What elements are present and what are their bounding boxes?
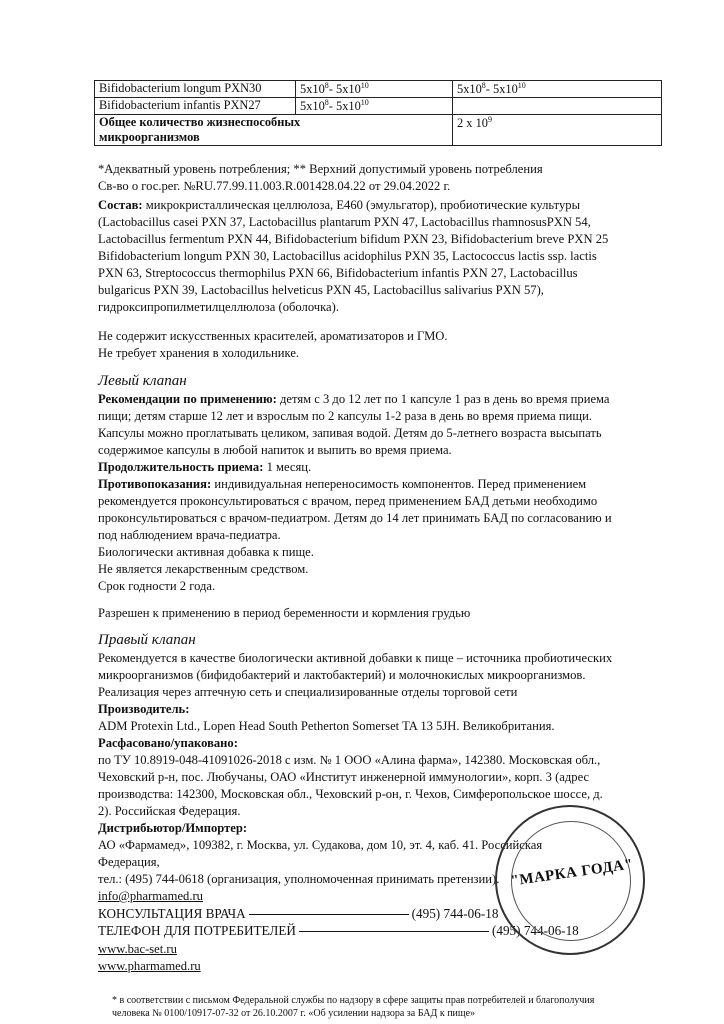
- distributor-line: АО «Фармамед», 109382, г. Москва, ул. Судакова, дом 10, эт. 4, каб. 41. Российская: [98, 838, 543, 852]
- email-link[interactable]: info@pharmamed.ru: [98, 889, 203, 903]
- recommendation-line: микроорганизмов (бифидобактерий и лактобактерий) и молочнокислых микроорганизмов.: [98, 668, 586, 682]
- composition-table: [94, 80, 662, 146]
- usage-line: пищи; детям старше 12 лет и взрослым по 2 капсулы 1-2 раза в день во время приема пищи.: [98, 409, 592, 423]
- distributor-line: Федерация,: [98, 855, 160, 869]
- distributor-label: Дистрибьютор/Импортер:: [98, 821, 248, 835]
- usage-line: Рекомендации по применению: детям с 3 до 12 лет по 1 капсуле 1 раз в день во время приема: [98, 392, 610, 406]
- table-row-total: [95, 115, 662, 146]
- consumption-note: *Адекватный уровень потребления; ** Верхний допустимый уровень потребления: [98, 162, 543, 176]
- contraindications-line: Противопоказания: индивидуальная непереносимость компонентов. Перед применением: [98, 477, 587, 491]
- consumer-phone-line: ТЕЛЕФОН ДЛЯ ПОТРЕБИТЕЛЕЙ (495) 744-06-18: [98, 923, 579, 938]
- packer-line: 2). Российская Федерация.: [98, 804, 241, 818]
- left-flap-heading: Левый клапан: [98, 373, 187, 389]
- strain-name: Bifidobacterium longum PXN30: [95, 81, 296, 98]
- contraindications-line: проконсультироваться с врачом-педиатром. Детям до 14 лет принимать БАД по согласованию и: [98, 511, 612, 525]
- right-flap-heading: Правый клапан: [98, 632, 196, 648]
- storage-note: Не требует хранения в холодильнике.: [98, 346, 300, 360]
- duration-line: Продолжительность приема: 1 месяц.: [98, 460, 312, 474]
- strain-name: Bifidobacterium infantis PXN27: [95, 98, 296, 115]
- table-row: [95, 98, 662, 115]
- dose-range-2: $5x10^8-$ $5x10^{10}$: [453, 81, 662, 98]
- manufacturer-label: Производитель:: [98, 702, 190, 716]
- shelf-life-note: Срок годности 2 года.: [98, 579, 216, 593]
- composition-line: гидроксипропилметилцеллюлоза (оболочка).: [98, 300, 339, 314]
- dose-range-2: [453, 98, 662, 115]
- distributor-line: тел.: (495) 744-0618 (организация, уполномоченная принимать претензии).: [98, 872, 500, 886]
- footnote-line: человека № 0100/10917-07-32 от 26.10.2007 г. «Об усилении надзора за БАД к пище»: [112, 1008, 476, 1019]
- contraindications-line: под наблюдением врача-педиатра.: [98, 528, 281, 542]
- dose-range-1: $5x10^8-$ $5x10^{10}$: [296, 98, 453, 115]
- recommendation-line: Реализация через аптечную сеть и специализированные отделы торговой сети: [98, 685, 518, 699]
- not-drug-note: Не является лекарственным средством.: [98, 562, 309, 576]
- no-additives-note: Не содержит искусственных красителей, ароматизаторов и ГМО.: [98, 329, 448, 343]
- table-row: [95, 81, 662, 98]
- usage-line: содержимое капсулы в любой напиток и выпить во время приема.: [98, 443, 452, 457]
- stamp-label: "МАРКА ГОДА": [509, 856, 635, 890]
- usage-line: Капсулы можно проглатывать целиком, запивая водой. Детям до 5-летнего возраста высыпать: [98, 426, 602, 440]
- composition-line: (Lactobacillus casei PXN 37, Lactobacillus plantarum PXN 47, Lactobacillus rhamnosusPXN 54,: [98, 215, 591, 229]
- website-link[interactable]: www.pharmamed.ru: [98, 959, 201, 973]
- packer-label: Расфасовано/упаковано:: [98, 736, 238, 750]
- footnote-line: * в соответствии с письмом Федеральной службы по надзору в сфере защиты прав потребителей и благополучия: [112, 995, 595, 1006]
- pregnancy-note: Разрешен к применению в период беременности и кормления грудью: [98, 606, 471, 620]
- contraindications-line: рекомендуется проконсультироваться с врачом, перед применением БАД детьми необходимо: [98, 494, 598, 508]
- dose-range-1: $5x10^8-$ $5x10^{10}$: [296, 81, 453, 98]
- packer-line: по ТУ 10.8919-048-41091026-2018 с изм. № 1 ООО «Алина фарма», 142380. Московская обл.,: [98, 753, 601, 767]
- total-label: Общее количество жизнеспособных микроорганизмов: [95, 115, 453, 146]
- total-value: 2 x $10^9$: [453, 115, 662, 146]
- composition-line: bulgaricus PXN 39, Lactobacillus helveticus PXN 45, Lactobacillus salivarius PXN 57),: [98, 283, 544, 297]
- bio-supplement-note: Биологически активная добавка к пище.: [98, 545, 314, 559]
- composition-line: PXN 63, Streptococcus thermophilus PXN 66, Bifidobacterium infantis PXN 27, Lactobacillus: [98, 266, 578, 280]
- website-link[interactable]: www.bac-set.ru: [98, 942, 177, 956]
- registration-certificate: Св-во о гос.рег. №RU.77.99.11.003.R.001428.04.22 от 29.04.2022 г.: [98, 179, 451, 193]
- composition-line: Bifidobacterium longum PXN 30, Lactobacillus acidophilus PXN 35, Lactococcus lactis ssp. lactis: [98, 249, 597, 263]
- doctor-consult-line: КОНСУЛЬТАЦИЯ ВРАЧА (495) 744-06-18: [98, 906, 499, 921]
- manufacturer-value: ADM Protexin Ltd., Lopen Head South Petherton Somerset TA 13 5JH. Великобритания.: [98, 719, 555, 733]
- composition-line: Lactobacillus fermentum PXN 44, Bifidobacterium bifidum PXN 23, Bifidobacterium breve PXN 25: [98, 232, 609, 246]
- composition-line: Состав: микрокристаллическая целлюлоза, Е460 (эмульгатор), пробиотические культуры: [98, 198, 581, 212]
- recommendation-line: Рекомендуется в качестве биологически активной добавки к пище – источника пробиотических: [98, 651, 613, 665]
- packer-line: производства: 142300, Московская обл., Чеховский р-он, г. Чехов, Симферопольское шоссе, д.: [98, 787, 603, 801]
- quality-stamp: [495, 805, 645, 955]
- packer-line: Чеховский р-н, пос. Любучаны, ОАО «Институт инженерной иммунологии», корп. 3 (адрес: [98, 770, 590, 784]
